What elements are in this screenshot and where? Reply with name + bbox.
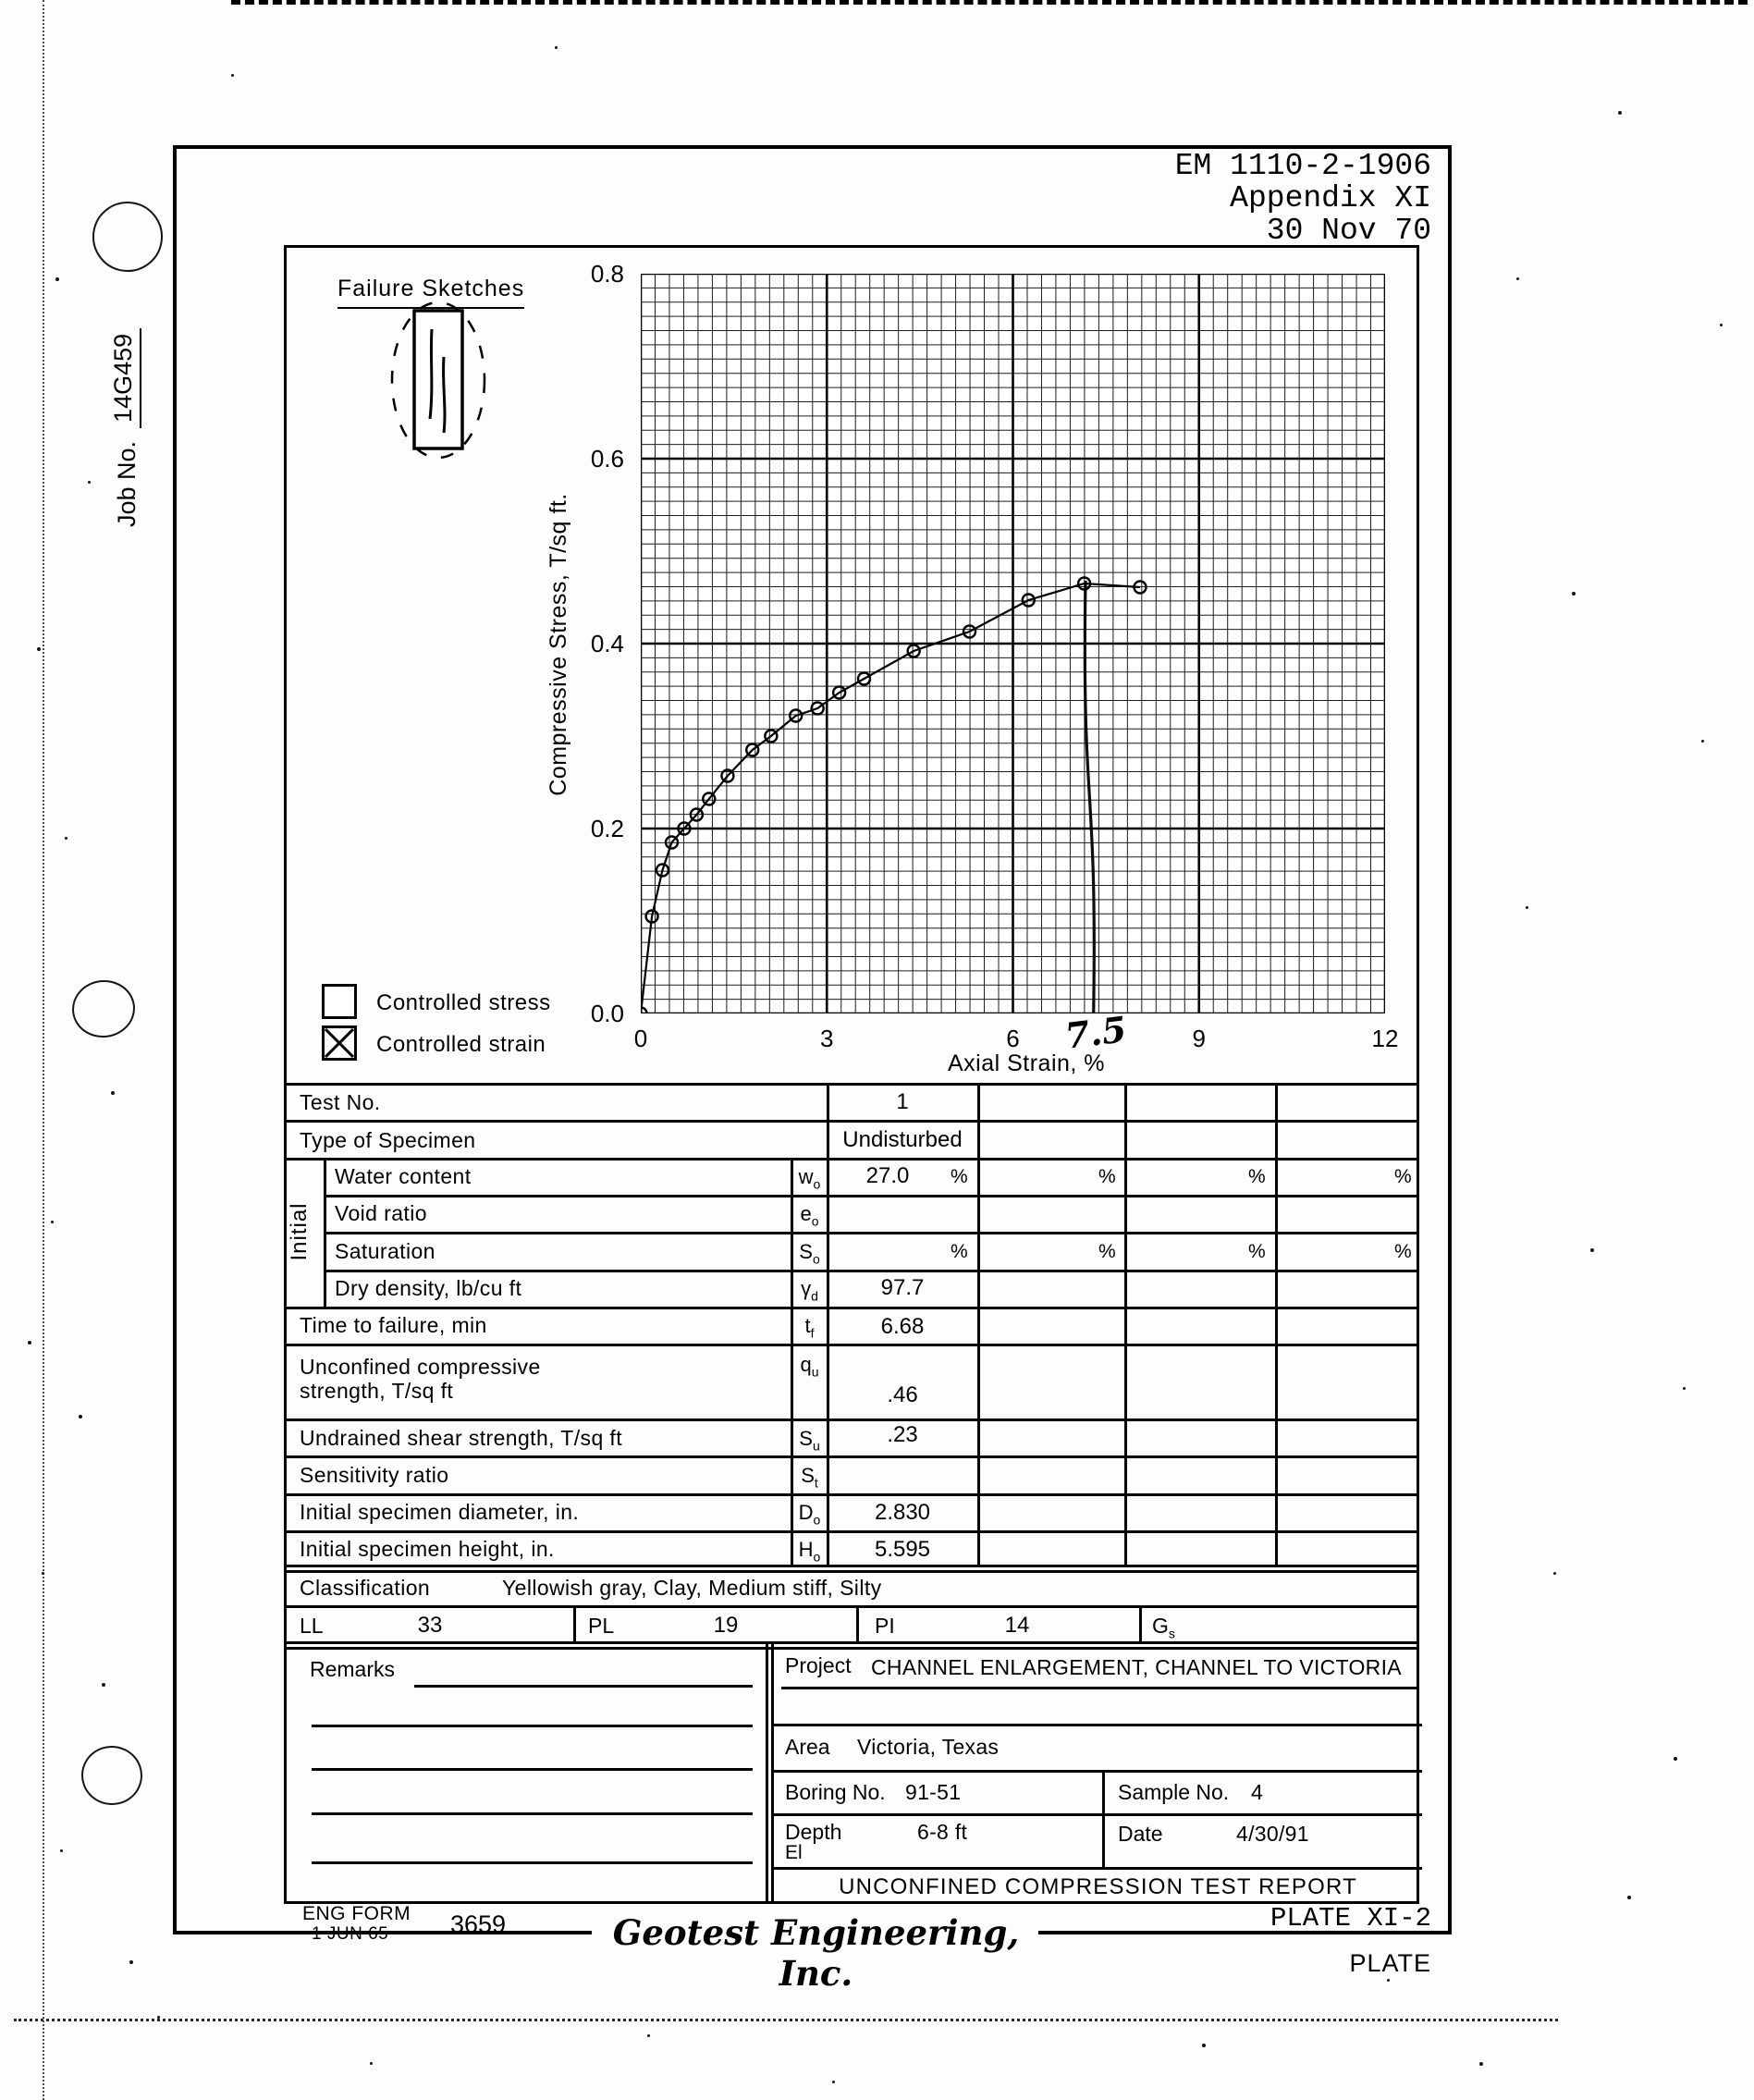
row-label-line2: strength, T/sq ft [300, 1379, 454, 1403]
y-tick-label: 0.2 [590, 815, 624, 842]
handwritten-failure-strain: 7.5 [1062, 1008, 1129, 1057]
job-number [104, 250, 141, 527]
area-value: Victoria, Texas [857, 1735, 1000, 1759]
row-label: Initial specimen height, in. [300, 1537, 555, 1561]
punch-hole-middle [69, 977, 138, 1041]
failure-sketches-title: Failure Sketches [337, 276, 524, 309]
row-label: Type of Specimen [300, 1128, 476, 1152]
row-symbol: $\gamma_d$ [801, 1277, 818, 1304]
project-box [774, 1644, 1422, 1904]
remarks-box [287, 1644, 766, 1904]
row-initial-diameter [287, 1493, 1417, 1530]
y-tick-label: 0.0 [590, 1000, 624, 1027]
report-title: UNCONFINED COMPRESSION TEST REPORT [839, 1874, 1357, 1899]
failure-sketch-drawing [379, 299, 499, 461]
plate-reference: PLATE XI-2 [1270, 1903, 1431, 1934]
ll-value: 33 [417, 1613, 443, 1638]
row-label-line1: Unconfined compressive [300, 1355, 541, 1379]
row-label: Test No. [300, 1090, 381, 1114]
document-appendix: Appendix XI [1230, 181, 1431, 215]
row-label: Void ratio [335, 1201, 427, 1225]
controlled-strain-label: Controlled strain [376, 1032, 546, 1057]
classification-value: Yellowish gray, Clay, Medium stiff, Silty [502, 1576, 882, 1600]
row-initial-height [287, 1530, 1417, 1567]
remarks-blank-line [312, 1725, 753, 1727]
row-symbol: $S_u$ [799, 1427, 820, 1454]
row-unconfined-strength [287, 1344, 1417, 1418]
gs-label: $G_s$ [1152, 1614, 1175, 1641]
job-number-value: 14G459 [109, 328, 141, 428]
scan-edge-bottom-line [14, 2019, 1558, 2021]
su-value: .23 [887, 1422, 918, 1447]
x-tick-label: 9 [1192, 1025, 1206, 1052]
depth-date-row [774, 1813, 1422, 1870]
dry-density-value: 97.7 [880, 1275, 925, 1300]
pi-label: PI [875, 1614, 895, 1638]
area-row [774, 1724, 1422, 1773]
row-water-content: Water content $w_o$ 27.0 % % % % [335, 1163, 1412, 1192]
row-symbol: $H_o$ [798, 1538, 821, 1565]
area-label: Area [785, 1735, 830, 1759]
row-undrained-strength [287, 1418, 1417, 1455]
elevation-label: El [785, 1842, 803, 1863]
row-symbol: $q_u$ [800, 1353, 819, 1380]
x-tick-label: 12 [1371, 1025, 1399, 1052]
row-type-of-specimen [287, 1120, 1417, 1158]
qu-value: .46 [887, 1382, 918, 1407]
y-tick-label: 0.4 [590, 630, 624, 657]
punch-hole-bottom [80, 1744, 144, 1807]
boring-sample-row [774, 1770, 1422, 1816]
row-label: Initial specimen diameter, in. [300, 1500, 580, 1524]
row-symbol: $t_f$ [804, 1314, 815, 1341]
test-no-value: 1 [896, 1089, 909, 1114]
row-label: Water content [335, 1164, 472, 1188]
stress-strain-chart [641, 274, 1385, 1013]
row-void-ratio [287, 1195, 1417, 1232]
crack-line-2 [444, 357, 445, 433]
scan-edge-top-line [231, 0, 1748, 5]
eng-form-line1: ENG FORM [302, 1903, 411, 1924]
row-symbol: $e_o$ [800, 1202, 819, 1229]
row-sensitivity-ratio [287, 1455, 1417, 1493]
ll-label: LL [300, 1614, 324, 1638]
project-value: CHANNEL ENLARGEMENT, CHANNEL TO VICTORIA [871, 1655, 1402, 1679]
remarks-blank-line [312, 1861, 753, 1864]
specimen-rectangle [414, 311, 462, 448]
x-tick-label: 0 [633, 1025, 648, 1052]
pi-value: 14 [1004, 1613, 1030, 1638]
sample-label: Sample No. [1118, 1780, 1230, 1804]
controlled-stress-checkbox [322, 984, 357, 1019]
scan-edge-left-line [43, 0, 44, 2100]
row-symbol: $S_o$ [799, 1240, 820, 1267]
sample-value: 4 [1251, 1780, 1264, 1804]
boring-value: 91-51 [905, 1780, 962, 1804]
row-label: Dry density, lb/cu ft [335, 1276, 522, 1300]
classification-label: Classification [300, 1576, 431, 1600]
pl-label: PL [588, 1614, 615, 1638]
row-label: Time to failure, min [300, 1313, 487, 1337]
date-value: 4/30/91 [1236, 1822, 1309, 1846]
project-row [774, 1644, 1422, 1726]
remarks-blank-line [312, 1812, 753, 1815]
initial-group-label: Initial [287, 1202, 312, 1261]
row-time-to-failure [287, 1307, 1417, 1344]
row-symbol: $D_o$ [798, 1501, 821, 1528]
x-tick-label: 3 [820, 1025, 834, 1052]
row-classification [287, 1567, 1417, 1605]
company-name: Geotest Engineering, Inc. [612, 1912, 1020, 1994]
remarks-label: Remarks [310, 1657, 396, 1681]
initial-height-value: 5.595 [874, 1537, 931, 1562]
document-date: 30 Nov 70 [1266, 214, 1431, 248]
y-axis-title: Compressive Stress, T/sq ft. [546, 493, 571, 796]
y-tick-label: 0.8 [590, 260, 624, 288]
remarks-blank-line [414, 1685, 753, 1688]
document-header [969, 150, 1431, 247]
document-number: EM 1110-2-1906 [1174, 149, 1431, 183]
controlled-stress-label: Controlled stress [376, 990, 551, 1015]
row-test-no [287, 1083, 1417, 1120]
pl-value: 19 [713, 1613, 739, 1638]
row-label: Sensitivity ratio [300, 1463, 449, 1487]
plate-word: PLATE [1349, 1949, 1431, 1977]
time-to-failure-value: 6.68 [880, 1314, 925, 1339]
row-symbol: $w_o$ [798, 1165, 821, 1192]
depth-label: Depth [785, 1820, 842, 1844]
boring-label: Boring No. [785, 1780, 886, 1804]
x-axis-title: Axial Strain, % [947, 1050, 1106, 1076]
x-mark-icon [325, 1028, 354, 1058]
row-dry-density [287, 1270, 1417, 1307]
x-tick-label: 6 [1006, 1025, 1020, 1052]
project-label: Project [785, 1653, 852, 1677]
eng-form-line2: 1 JUN 65 [312, 1924, 389, 1944]
form-number: 3659 [450, 1910, 507, 1938]
depth-value: 6-8 ft [917, 1820, 968, 1844]
eng-form-stamp [302, 1904, 411, 1945]
initial-diameter-value: 2.830 [874, 1500, 931, 1525]
specimen-type-value: Undisturbed [842, 1127, 963, 1152]
controlled-strain-checkbox [322, 1025, 357, 1061]
row-atterberg-limits [287, 1605, 1417, 1644]
row-label: Undrained shear strength, T/sq ft [300, 1426, 623, 1450]
crack-line-1 [430, 329, 432, 419]
row-symbol: $S_t$ [801, 1464, 818, 1491]
form-body [284, 245, 1419, 1904]
job-number-label: Job No. [113, 440, 141, 527]
water-content-value: 27.0 [865, 1163, 910, 1188]
row-saturation: Saturation $S_o$ % % % % [335, 1239, 1412, 1267]
date-label: Date [1118, 1822, 1163, 1846]
project-rule-line [781, 1687, 1418, 1689]
y-tick-label: 0.6 [590, 445, 624, 473]
row-label: Saturation [335, 1239, 435, 1263]
remarks-blank-line [312, 1768, 753, 1771]
